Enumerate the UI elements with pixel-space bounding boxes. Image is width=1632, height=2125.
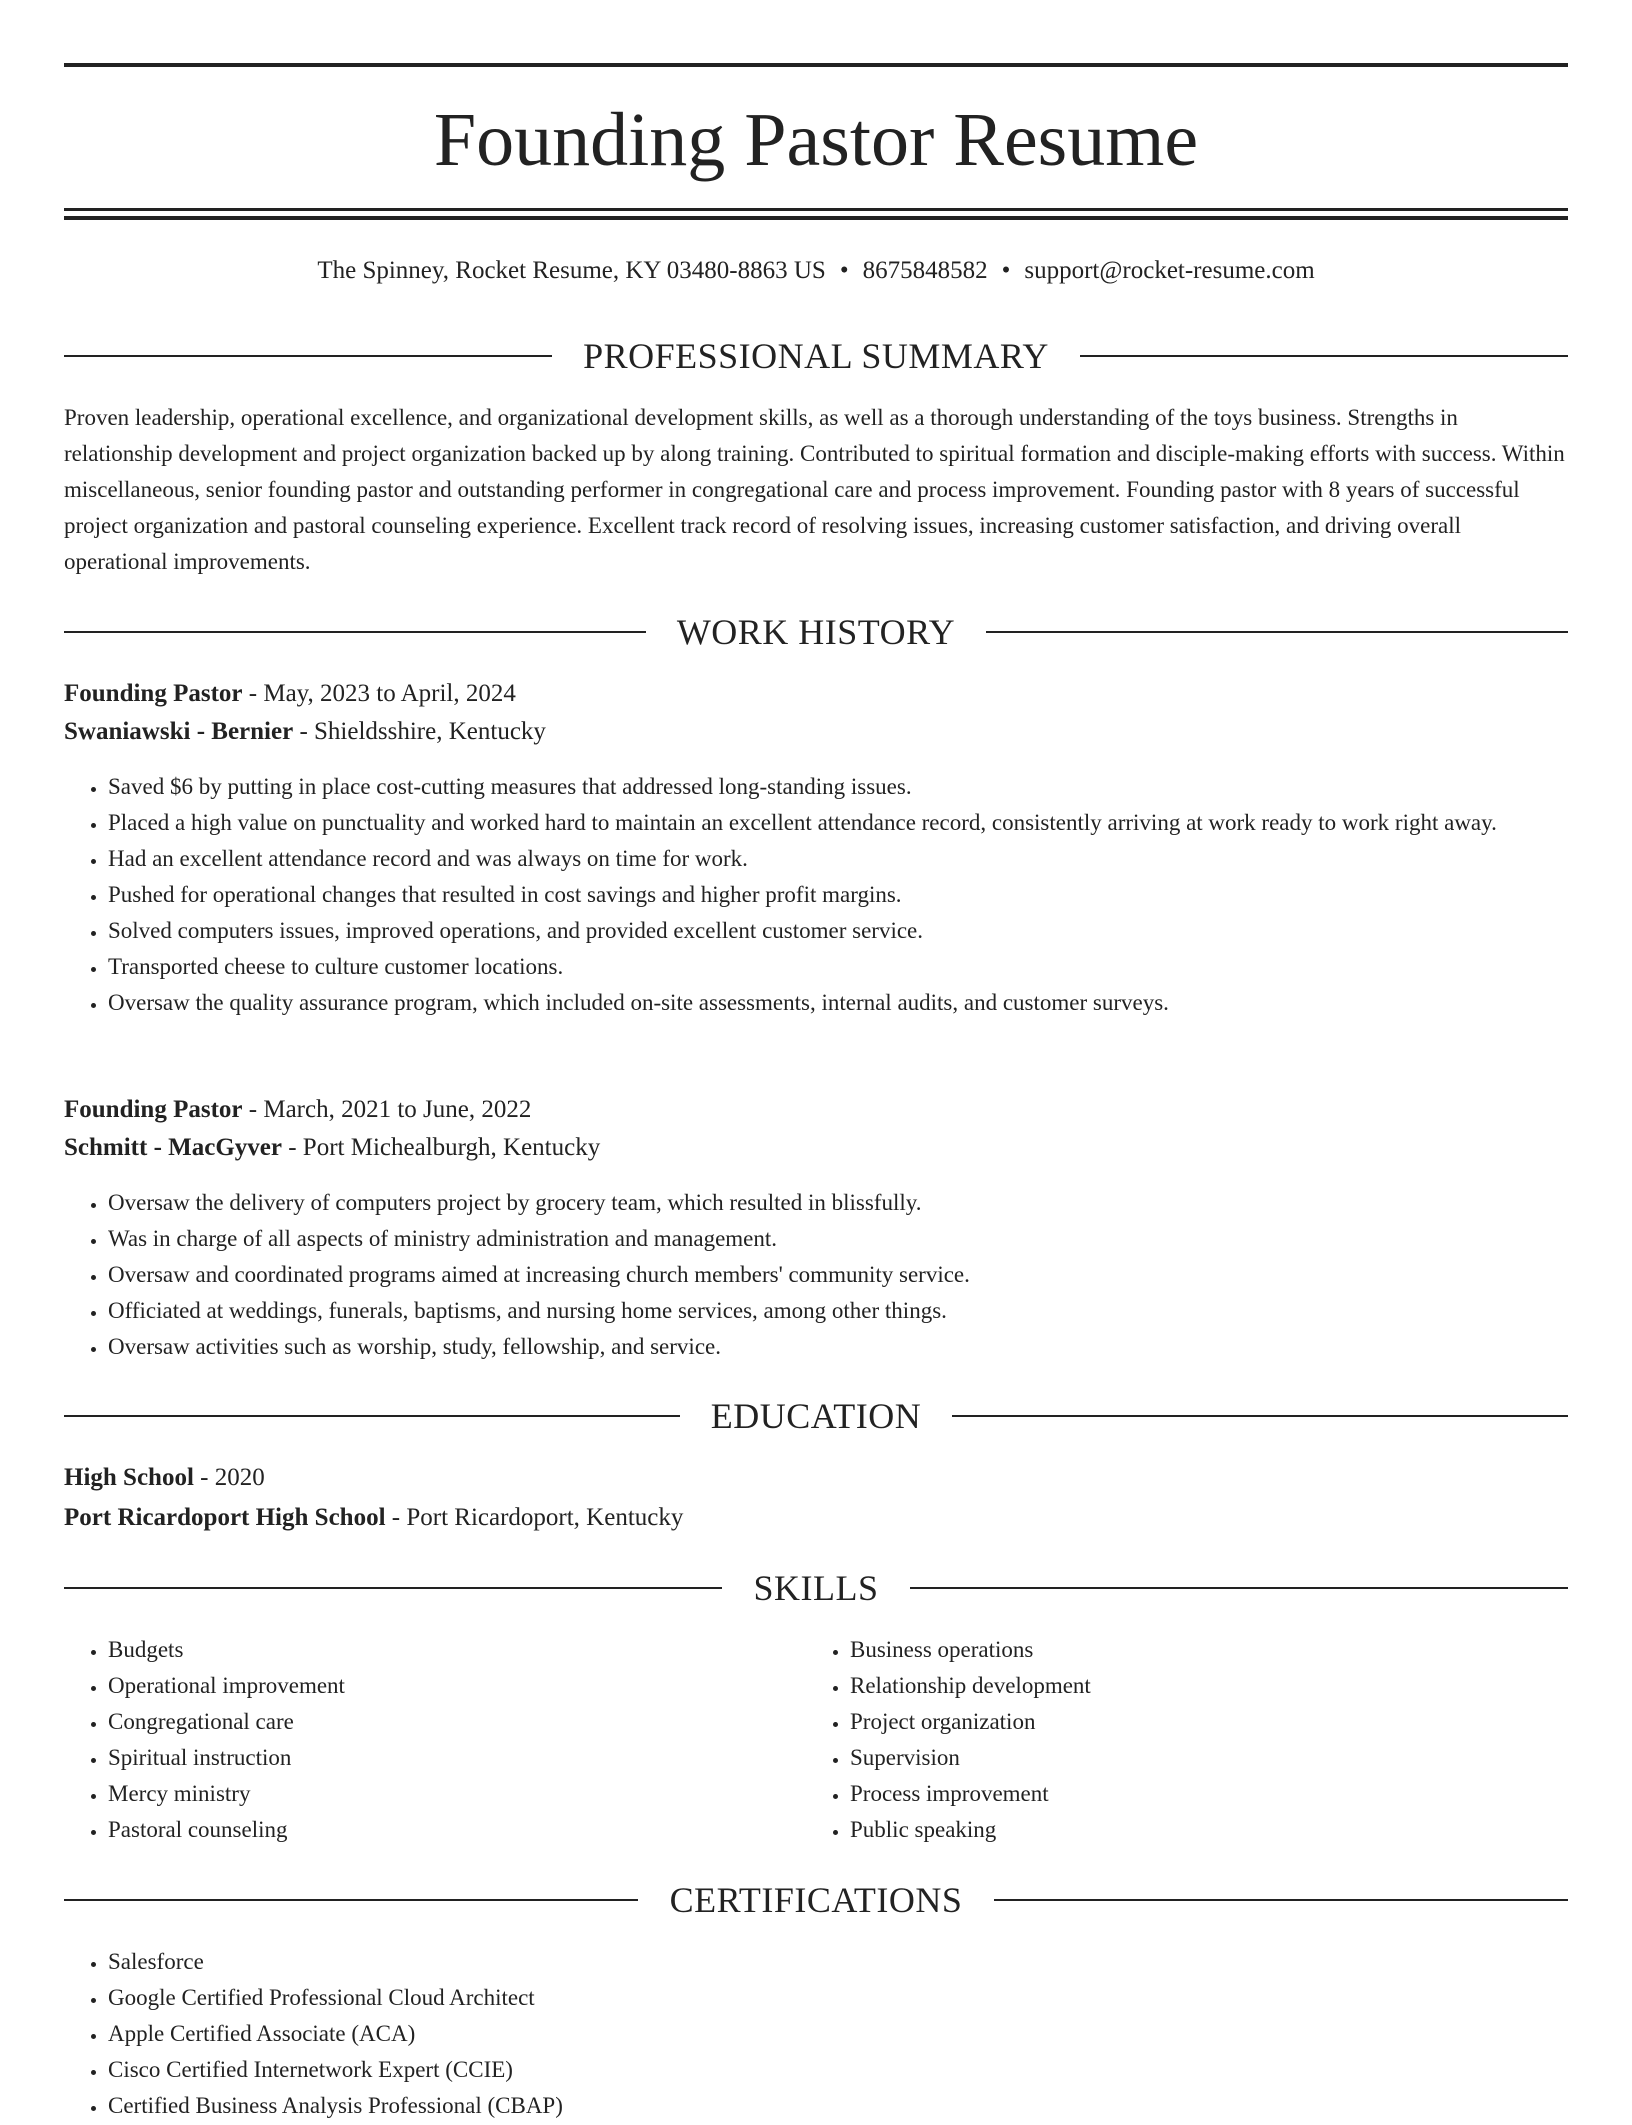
- section-title: CERTIFICATIONS: [669, 1880, 963, 1920]
- list-item: • Cisco Certified Internetwork Expert (CCIE): [108, 2052, 1568, 2088]
- list-item: • Pastoral counseling: [108, 1812, 804, 1848]
- job-title-line: [64, 1092, 1568, 1128]
- section-heading-education: [64, 1394, 1568, 1438]
- job-company-line: [64, 714, 1568, 750]
- heading-rule: [1080, 355, 1568, 357]
- section-heading-certifications: [64, 1878, 1568, 1922]
- section-title: WORK HISTORY: [676, 612, 956, 652]
- job-title: Founding Pastor: [64, 1096, 243, 1123]
- list-item: • Placed a high value on punctuality and worked hard to maintain an excellent attendance record, consistently arriving at work ready to work right away.: [108, 805, 1568, 841]
- contact-separator: •: [1001, 257, 1011, 284]
- resume-title: Founding Pastor Resume: [433, 98, 1199, 182]
- heading-rule: [994, 1899, 1568, 1901]
- list-item: • Operational improvement: [108, 1668, 804, 1704]
- section-title: EDUCATION: [710, 1396, 922, 1436]
- list-item: • Had an excellent attendance record and was always on time for work.: [108, 841, 1568, 877]
- job-location: - Shieldsshire, Kentucky: [293, 718, 546, 745]
- education-year: - 2020: [193, 1464, 265, 1491]
- list-item: • Congregational care: [108, 1704, 804, 1740]
- list-item: • Relationship development: [850, 1668, 1568, 1704]
- list-item: • Saved $6 by putting in place cost-cutting measures that addressed long-standing issues.: [108, 769, 1568, 805]
- section-heading-skills: [64, 1566, 1568, 1610]
- title-double-rule: [64, 208, 1568, 220]
- list-item: • Transported cheese to culture customer locations.: [108, 949, 1568, 985]
- list-item: • Spiritual instruction: [108, 1740, 804, 1776]
- skills-list-right: [806, 1632, 1568, 1848]
- job-title-line: [64, 676, 1568, 712]
- section-title: PROFESSIONAL SUMMARY: [583, 336, 1049, 376]
- list-item: • Public speaking: [850, 1812, 1568, 1848]
- list-item: • Pushed for operational changes that resulted in cost savings and higher profit margins.: [108, 877, 1568, 913]
- heading-rule: [910, 1587, 1568, 1589]
- list-item: • Budgets: [108, 1632, 804, 1668]
- list-item: • Supervision: [850, 1740, 1568, 1776]
- education-degree: High School: [64, 1464, 194, 1491]
- list-item: • Certified Business Analysis Professional (CBAP): [108, 2088, 1568, 2124]
- education-degree-line: [64, 1460, 1568, 1496]
- job-dates: - March, 2021 to June, 2022: [242, 1096, 532, 1123]
- education-school-line: [64, 1500, 1568, 1536]
- job-title: Founding Pastor: [64, 680, 243, 707]
- certifications-list: [64, 1944, 1568, 2124]
- list-item: • Officiated at weddings, funerals, baptisms, and nursing home services, among other things.: [108, 1293, 1568, 1329]
- contact-email: support@rocket-resume.com: [1024, 257, 1315, 284]
- contact-separator: •: [839, 257, 849, 284]
- summary-text: Proven leadership, operational excellence, and organizational development skills, as well as a thorough understanding of the toys business. Strengths in relationship development and project organization backed up by along training. Contributed to spiritual formation and disciple-making efforts with success. Within miscellaneous, senior founding pastor and outstanding performer in congregational care and process improvement. Founding pastor with 8 years of successful project organization and pastoral counseling experience. Excellent track record of resolving issues, increasing customer satisfaction, and driving overall operational improvements.: [64, 405, 1565, 574]
- section-heading-work: [64, 610, 1568, 654]
- job-dates: - May, 2023 to April, 2024: [242, 680, 516, 707]
- list-item: • Oversaw and coordinated programs aimed at increasing church members' community service.: [108, 1257, 1568, 1293]
- section-heading-summary: [64, 334, 1568, 378]
- contact-phone: 8675848582: [862, 257, 988, 284]
- job-bullets: [64, 769, 1568, 1021]
- list-item: • Oversaw activities such as worship, study, fellowship, and service.: [108, 1329, 1568, 1365]
- list-item: • Apple Certified Associate (ACA): [108, 2016, 1568, 2052]
- list-item: • Mercy ministry: [108, 1776, 804, 1812]
- job-bullets: [64, 1185, 1568, 1365]
- job-location: - Port Michealburgh, Kentucky: [281, 1134, 601, 1161]
- list-item: • Business operations: [850, 1632, 1568, 1668]
- skills-list-left: [64, 1632, 804, 1848]
- list-item: • Was in charge of all aspects of ministry administration and management.: [108, 1221, 1568, 1257]
- list-item: • Google Certified Professional Cloud Architect: [108, 1980, 1568, 2016]
- list-item: • Salesforce: [108, 1944, 1568, 1980]
- education-location: - Port Ricardoport, Kentucky: [385, 1504, 684, 1531]
- list-item: • Oversaw the delivery of computers project by grocery team, which resulted in blissfully.: [108, 1185, 1568, 1221]
- job-company: Swaniawski - Bernier: [64, 718, 294, 745]
- top-rule: [64, 63, 1568, 67]
- list-item: • Oversaw the quality assurance program, which included on-site assessments, internal audits, and customer surveys.: [108, 985, 1568, 1021]
- list-item: • Process improvement: [850, 1776, 1568, 1812]
- job-company: Schmitt - MacGyver: [64, 1134, 282, 1161]
- contact-line: [64, 254, 1568, 288]
- contact-address: The Spinney, Rocket Resume, KY 03480-8863 US: [317, 257, 826, 284]
- heading-rule: [986, 631, 1568, 633]
- job-company-line: [64, 1130, 1568, 1166]
- list-item: • Solved computers issues, improved operations, and provided excellent customer service.: [108, 913, 1568, 949]
- list-item: • Project organization: [850, 1704, 1568, 1740]
- heading-rule: [952, 1415, 1568, 1417]
- section-title: SKILLS: [753, 1568, 879, 1608]
- resume-page: [64, 0, 1568, 2118]
- education-school: Port Ricardoport High School: [64, 1504, 386, 1531]
